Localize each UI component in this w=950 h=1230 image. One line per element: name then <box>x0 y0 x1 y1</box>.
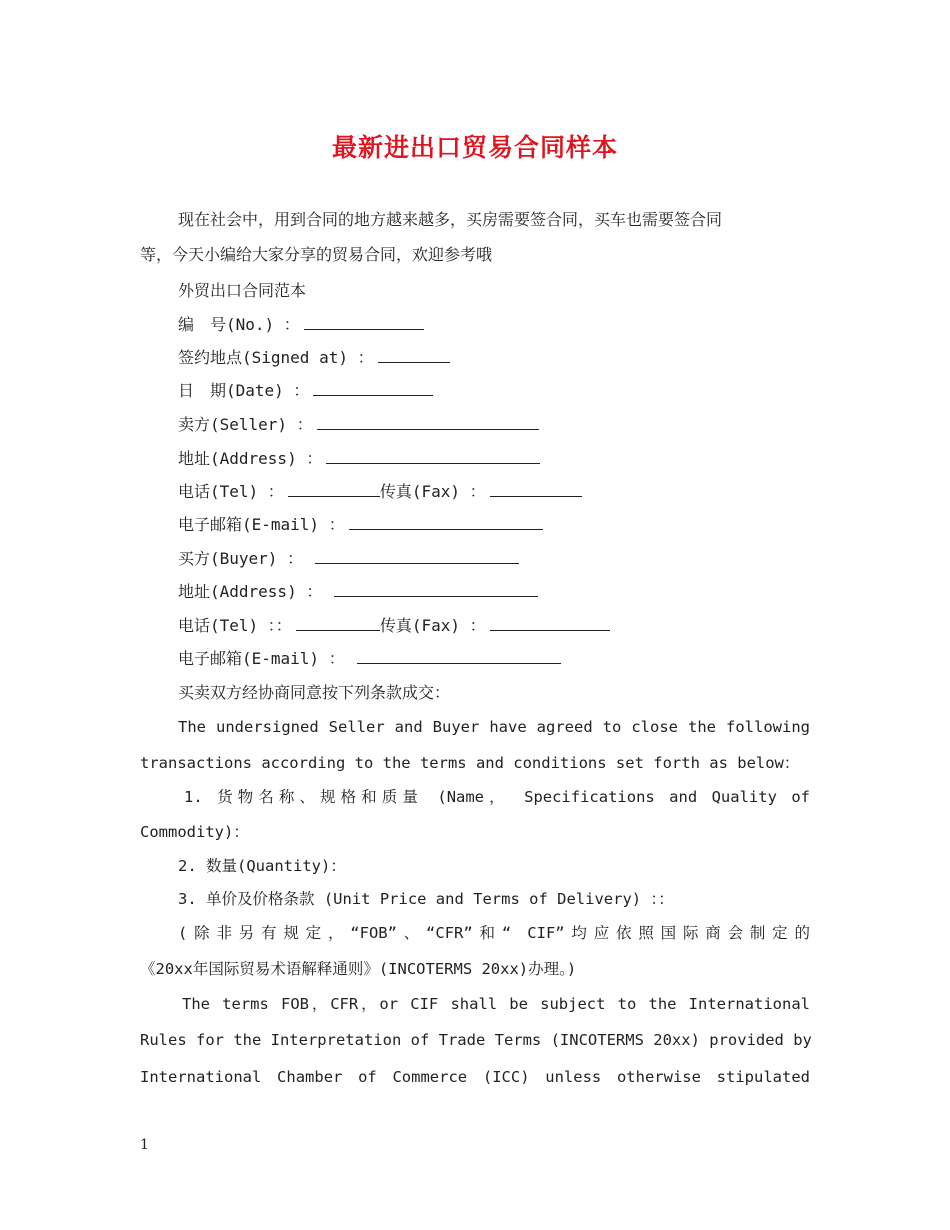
field-buyer-email-label: 电子邮箱(E-mail) ： <box>178 649 345 668</box>
field-signed-at-label: 签约地点(Signed at) ： <box>178 348 374 367</box>
intro-line-2: 等，今天小编给大家分享的贸易合同，欢迎参考哦 <box>140 245 493 264</box>
field-buyer-fax-label: 传真(Fax) ： <box>379 616 486 635</box>
field-seller-blank <box>317 415 539 430</box>
field-seller-tel-label: 电话(Tel) ： <box>178 482 284 501</box>
clause-3-note-line-2: 《20xx年国际贸易术语解释通则》(INCOTERMS 20xx)办理。) <box>140 960 577 978</box>
field-seller-fax-label: 传真(Fax) ： <box>379 482 486 501</box>
agreement-en-line-2: transactions according to the terms and conditions set forth as below： <box>140 754 800 772</box>
field-date-blank <box>313 381 433 396</box>
page-number: 1 <box>140 1137 149 1153</box>
clause-1-line-2: Commodity)： <box>140 823 249 841</box>
field-seller-tel-fax <box>178 481 582 503</box>
field-buyer-tel-fax <box>178 615 610 637</box>
field-signed-at <box>178 347 450 369</box>
clause-3-en-line-3: International Chamber of Commerce (ICC) unless otherwise stipulated <box>140 1068 810 1086</box>
field-seller-address-blank <box>326 449 540 464</box>
field-date <box>178 380 433 402</box>
clause-3: 3. 单价及价格条款 (Unit Price and Terms of Delivery) ：： <box>178 890 674 908</box>
agreement-en-line-1: The undersigned Seller and Buyer have agreed to close the following <box>178 718 810 736</box>
field-seller-address-label: 地址(Address) ： <box>178 449 323 468</box>
field-buyer-email-blank <box>357 649 561 664</box>
field-buyer-fax-blank <box>490 616 610 631</box>
field-buyer-address <box>178 581 538 603</box>
clause-3-en-line-2: Rules for the Interpretation of Trade Terms (INCOTERMS 20xx) provided by <box>140 1031 812 1049</box>
field-buyer-tel-blank <box>296 616 380 631</box>
document-title: 最新进出口贸易合同样本 <box>331 133 618 162</box>
field-seller-email-label: 电子邮箱(E-mail) ： <box>178 515 345 534</box>
field-number <box>178 314 424 336</box>
field-seller-label: 卖方(Seller) ： <box>178 415 313 434</box>
field-signed-at-blank <box>378 348 450 363</box>
clause-2: 2. 数量(Quantity)： <box>178 857 346 875</box>
field-buyer-address-blank <box>334 582 538 597</box>
contract-subtitle: 外贸出口合同范本 <box>178 281 307 300</box>
clause-1-line-1: 1. 货物名称、规格和质量 (Name， Specifications and Quality of <box>184 788 810 806</box>
field-buyer-tel-label: 电话(Tel) ：： <box>178 616 292 635</box>
agreement-cn: 买卖双方经协商同意按下列条款成交： <box>178 683 451 702</box>
intro-line-1: 现在社会中，用到合同的地方越来越多，买房需要签合同，买车也需要签合同 <box>178 210 723 229</box>
clause-3-note-line-1: (除非另有规定，“FOB”、“CFR”和“ CIF”均应依照国际商会制定的 <box>178 924 810 942</box>
field-seller-fax-blank <box>490 482 582 497</box>
field-number-blank <box>304 315 424 330</box>
clause-3-en-line-1: The terms FOB，CFR，or CIF shall be subject to the International <box>182 995 810 1013</box>
field-buyer-address-label: 地址(Address) ： <box>178 582 323 601</box>
field-number-label: 编 号(No.) ： <box>178 315 300 334</box>
field-buyer <box>178 548 519 570</box>
field-buyer-blank <box>315 549 519 564</box>
field-seller-address <box>178 448 540 470</box>
field-buyer-email <box>178 648 561 670</box>
field-seller-email-blank <box>349 515 543 530</box>
field-seller <box>178 414 539 436</box>
field-date-label: 日 期(Date) ： <box>178 381 310 400</box>
field-seller-email <box>178 514 543 536</box>
field-seller-tel-blank <box>288 482 380 497</box>
field-buyer-label: 买方(Buyer) ： <box>178 549 304 568</box>
